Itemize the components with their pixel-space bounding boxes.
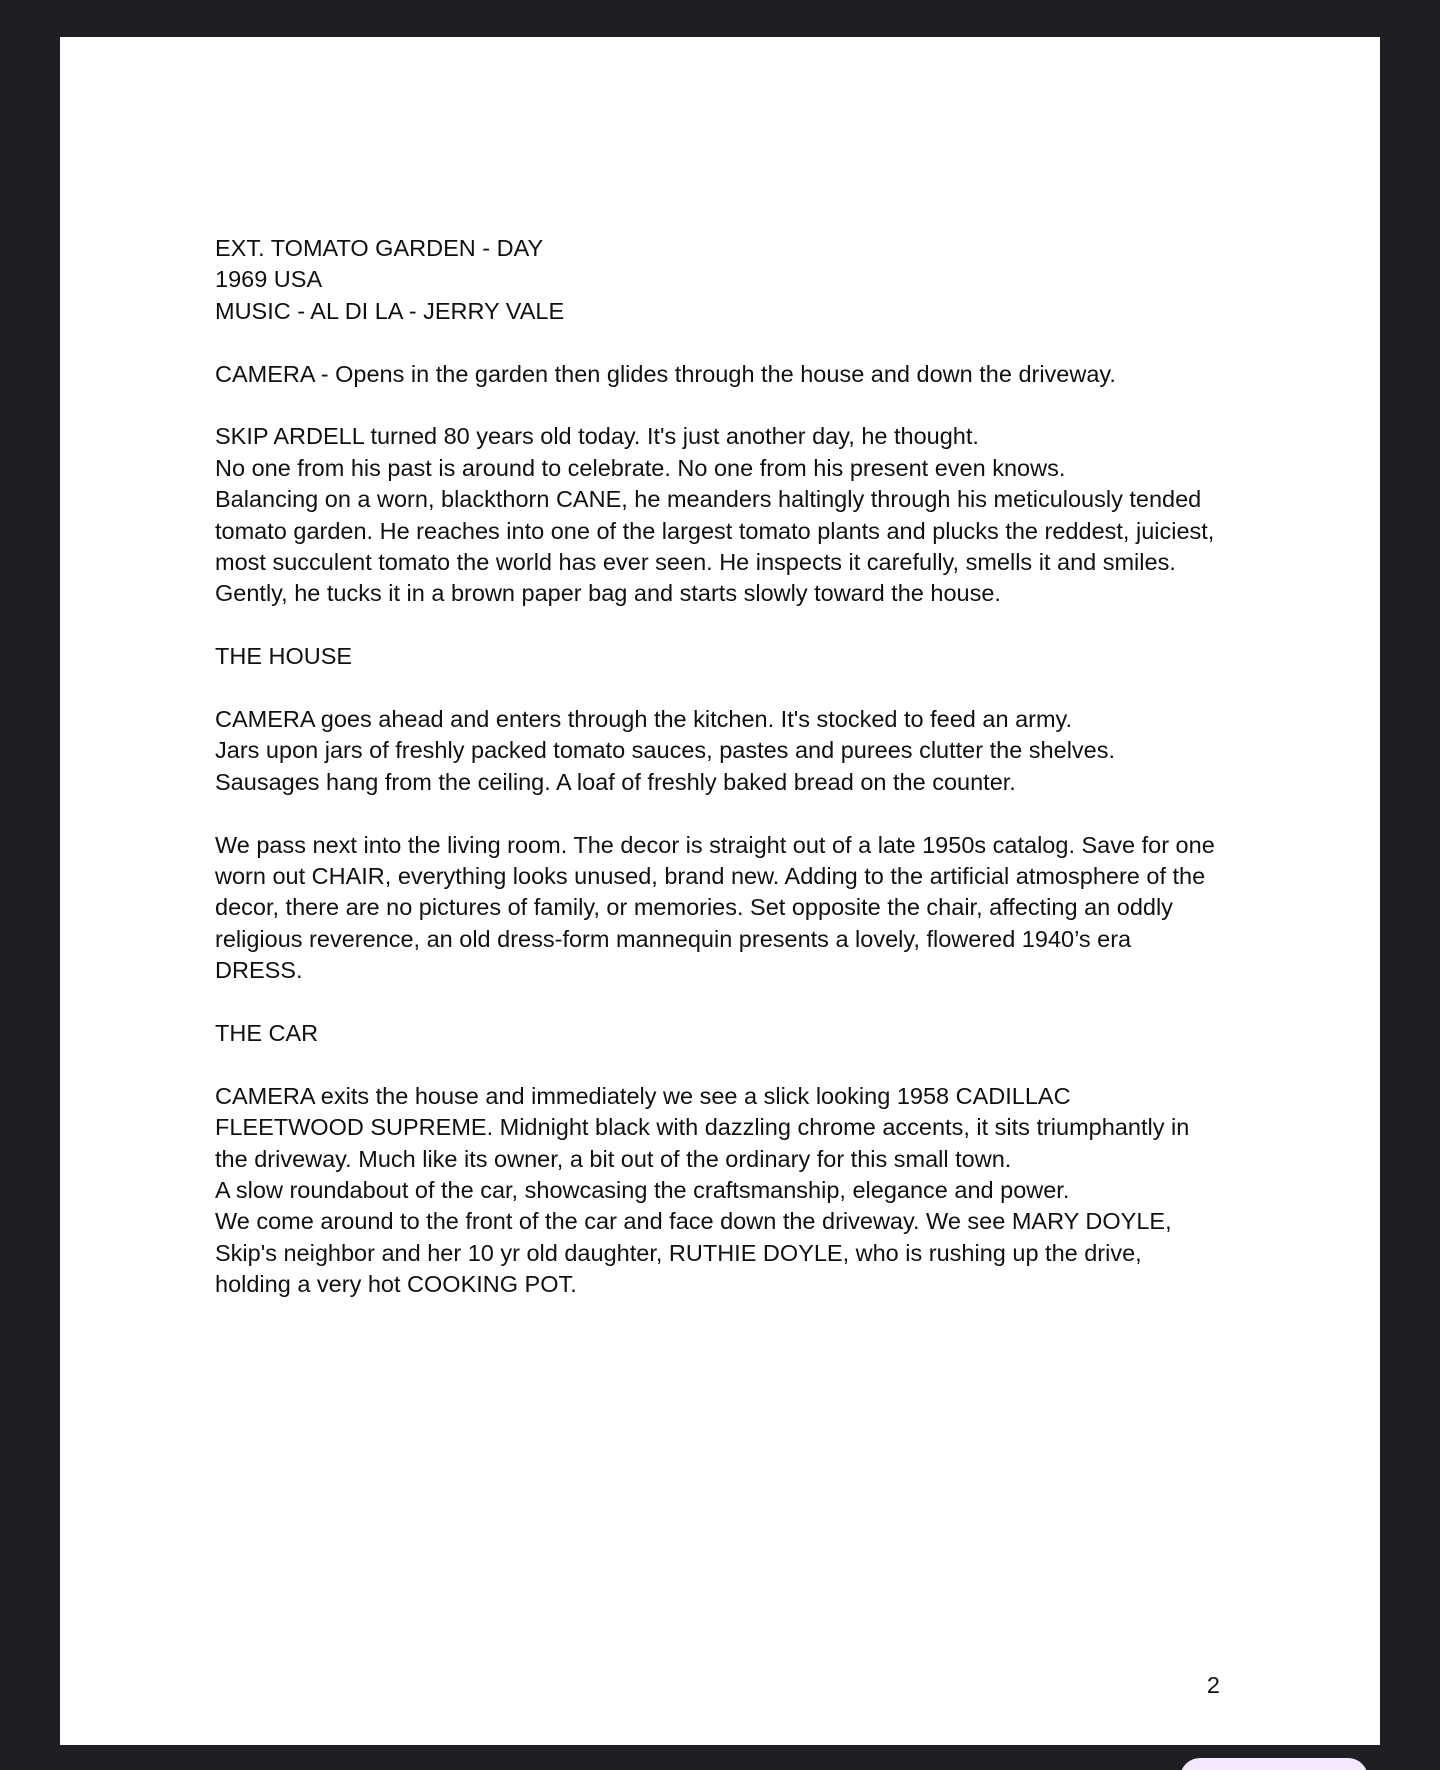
kitchen-block xyxy=(215,704,1285,798)
scene-music-cue: MUSIC - AL DI LA - JERRY VALE xyxy=(215,297,565,324)
action-line: religious reverence, an old dress-form mannequin presents a lovely, flowered 1940’s era xyxy=(215,925,1132,952)
action-line: decor, there are no pictures of family, or memories. Set opposite the chair, affecting an oddly xyxy=(215,894,1173,921)
paragraph-spacer xyxy=(215,673,1285,704)
paragraph-spacer xyxy=(215,390,1285,421)
page-number: 2 xyxy=(1206,1672,1220,1698)
action-line: FLEETWOOD SUPREME. Midnight black with dazzling chrome accents, it sits triumphantly in xyxy=(215,1114,1190,1141)
scene-heading-block xyxy=(215,233,1285,327)
scene-year-location: 1969 USA xyxy=(215,266,323,293)
action-line: holding a very hot COOKING POT. xyxy=(215,1271,577,1298)
action-line: most succulent tomato the world has ever seen. He inspects it carefully, smells it and smiles. xyxy=(215,549,1176,576)
the-house-heading-block xyxy=(215,641,1285,672)
floating-action-button[interactable] xyxy=(1180,1758,1368,1770)
action-line: DRESS. xyxy=(215,957,303,984)
paragraph-spacer xyxy=(215,610,1285,641)
camera-opening-block xyxy=(215,359,1285,390)
the-car-heading-block xyxy=(215,1018,1285,1049)
action-line: tomato garden. He reaches into one of the largest tomato plants and plucks the reddest, juiciest, xyxy=(215,517,1215,544)
paragraph-spacer xyxy=(215,1049,1285,1080)
skip-intro-block xyxy=(215,421,1285,609)
action-line: CAMERA exits the house and immediately we see a slick looking 1958 CADILLAC xyxy=(215,1082,1071,1109)
living-room-block xyxy=(215,830,1285,987)
action-line: CAMERA - Opens in the garden then glides through the house and down the driveway. xyxy=(215,360,1116,387)
action-line: We pass next into the living room. The decor is straight out of a late 1950s catalog. Save for one xyxy=(215,831,1215,858)
action-line: A slow roundabout of the car, showcasing the craftsmanship, elegance and power. xyxy=(215,1177,1070,1204)
action-line: Gently, he tucks it in a brown paper bag and starts slowly toward the house. xyxy=(215,580,1001,607)
action-line: Skip's neighbor and her 10 yr old daughter, RUTHIE DOYLE, who is rushing up the drive, xyxy=(215,1239,1142,1266)
action-line: We come around to the front of the car and face down the driveway. We see MARY DOYLE, xyxy=(215,1208,1172,1235)
paragraph-spacer xyxy=(215,987,1285,1018)
paragraph-spacer xyxy=(215,798,1285,829)
section-heading-car: THE CAR xyxy=(215,1020,319,1047)
scene-heading: EXT. TOMATO GARDEN - DAY xyxy=(215,235,544,261)
document-page xyxy=(60,37,1380,1745)
screenplay-body xyxy=(215,233,1285,1301)
action-line: No one from his past is around to celebrate. No one from his present even knows. xyxy=(215,454,1066,481)
section-heading-house: THE HOUSE xyxy=(215,643,353,670)
car-block xyxy=(215,1081,1285,1301)
action-line: the driveway. Much like its owner, a bit out of the ordinary for this small town. xyxy=(215,1145,1012,1172)
action-line: CAMERA goes ahead and enters through the kitchen. It's stocked to feed an army. xyxy=(215,706,1073,733)
action-line: worn out CHAIR, everything looks unused, brand new. Adding to the artificial atmosphere of the xyxy=(215,863,1206,890)
action-line: Sausages hang from the ceiling. A loaf of freshly baked bread on the counter. xyxy=(215,768,1016,795)
action-line: Balancing on a worn, blackthorn CANE, he meanders haltingly through his meticulously tended xyxy=(215,486,1202,513)
paragraph-spacer xyxy=(215,327,1285,358)
action-line: Jars upon jars of freshly packed tomato sauces, pastes and purees clutter the shelves. xyxy=(215,737,1116,764)
action-line: SKIP ARDELL turned 80 years old today. It's just another day, he thought. xyxy=(215,423,979,450)
